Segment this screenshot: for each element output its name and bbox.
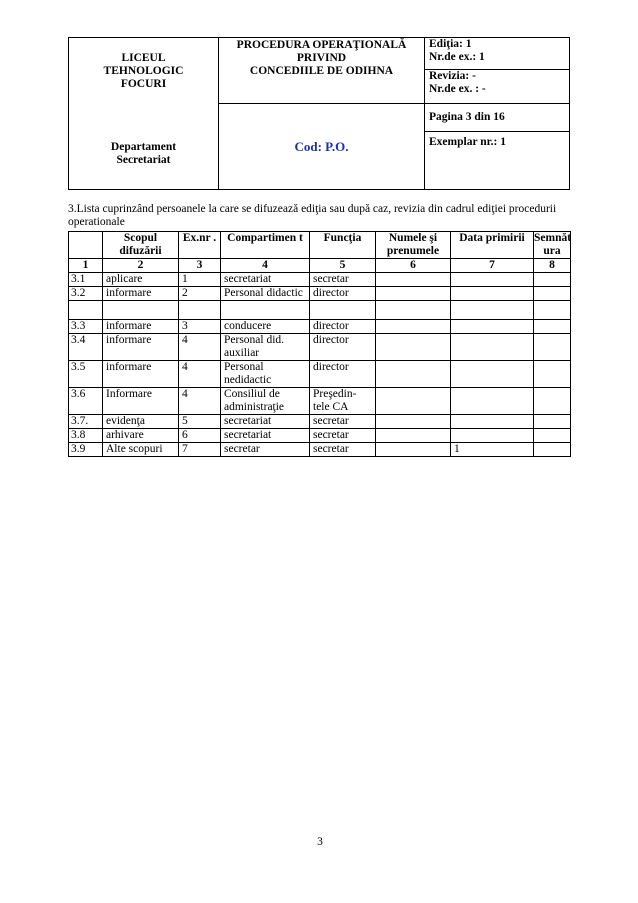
department-line: Secretariat bbox=[116, 154, 171, 166]
table-cell-scop: informare bbox=[103, 287, 179, 301]
table-cell-data bbox=[451, 320, 534, 334]
table-cell-func: director bbox=[310, 361, 376, 388]
table-cell-scop: Alte scopuri bbox=[103, 443, 179, 457]
table-cell-ex: 4 bbox=[179, 334, 221, 361]
table-cell-scop: informare bbox=[103, 361, 179, 388]
table-cell-semn bbox=[534, 287, 571, 301]
table-cell-nr bbox=[69, 301, 103, 320]
column-number: 5 bbox=[310, 259, 376, 273]
table-cell-ex: 1 bbox=[179, 273, 221, 287]
column-number: 7 bbox=[451, 259, 534, 273]
header-table bbox=[68, 37, 570, 190]
table-cell-data bbox=[451, 429, 534, 443]
table-cell-func: secretar bbox=[310, 415, 376, 429]
table-row bbox=[69, 273, 571, 287]
table-cell-data bbox=[451, 334, 534, 361]
table-cell-ex: 4 bbox=[179, 388, 221, 415]
column-header bbox=[69, 232, 103, 259]
revision-cell bbox=[425, 70, 570, 104]
table-cell-comp: secretariat bbox=[221, 415, 310, 429]
distribution-table bbox=[68, 231, 571, 457]
table-cell-semn bbox=[534, 320, 571, 334]
table-cell-nume bbox=[376, 301, 451, 320]
exemplar-cell bbox=[425, 132, 570, 190]
table-cell-nume bbox=[376, 334, 451, 361]
table-cell-nume bbox=[376, 320, 451, 334]
table-cell-ex bbox=[179, 301, 221, 320]
table-cell-semn bbox=[534, 388, 571, 415]
school-line: LICEUL bbox=[121, 52, 166, 64]
department-name bbox=[69, 141, 218, 167]
revision-label: Revizia: - bbox=[429, 70, 476, 82]
table-cell-nr: 3.2 bbox=[69, 287, 103, 301]
column-number: 1 bbox=[69, 259, 103, 273]
table-cell-func bbox=[310, 301, 376, 320]
page-label: Pagina 3 din 16 bbox=[429, 111, 505, 123]
table-cell-scop: informare bbox=[103, 334, 179, 361]
column-number: 3 bbox=[179, 259, 221, 273]
table-cell-scop: Informare bbox=[103, 388, 179, 415]
column-header: Numele şi prenumele bbox=[376, 232, 451, 259]
table-cell-func: director bbox=[310, 334, 376, 361]
table-cell-func: secretar bbox=[310, 443, 376, 457]
code-cell bbox=[219, 104, 425, 190]
table-row bbox=[69, 334, 571, 361]
table-cell-semn bbox=[534, 443, 571, 457]
school-name bbox=[69, 38, 218, 91]
table-cell-nr: 3.3 bbox=[69, 320, 103, 334]
table-cell-data bbox=[451, 361, 534, 388]
table-cell-semn bbox=[534, 334, 571, 361]
table-cell-data bbox=[451, 301, 534, 320]
table-cell-comp: conducere bbox=[221, 320, 310, 334]
table-cell-scop: evidenţa bbox=[103, 415, 179, 429]
table-cell-nr: 3.5 bbox=[69, 361, 103, 388]
table-cell-nr: 3.8 bbox=[69, 429, 103, 443]
column-header: Data primirii bbox=[451, 232, 534, 259]
table-cell-ex: 6 bbox=[179, 429, 221, 443]
table-cell-data bbox=[451, 415, 534, 429]
table-cell-semn bbox=[534, 361, 571, 388]
edition-label: Ediţia: 1 bbox=[429, 38, 472, 50]
table-cell-nr: 3.7. bbox=[69, 415, 103, 429]
table-cell-comp: Personal did. auxiliar bbox=[221, 334, 310, 361]
procedure-title-line: PRIVIND bbox=[296, 52, 347, 64]
column-header: Semnăt ura bbox=[534, 232, 572, 257]
table-header-row bbox=[69, 232, 571, 259]
table-cell-nume bbox=[376, 429, 451, 443]
column-header: Ex.nr . bbox=[179, 232, 221, 259]
table-cell-scop: aplicare bbox=[103, 273, 179, 287]
table-row bbox=[69, 415, 571, 429]
table-cell-nume bbox=[376, 443, 451, 457]
table-cell-data: 1 bbox=[451, 443, 534, 457]
procedure-code: Cod: P.O. bbox=[294, 139, 349, 154]
procedure-title-line: CONCEDIILE DE ODIHNA bbox=[249, 65, 394, 77]
page-cell bbox=[425, 104, 570, 132]
table-row bbox=[69, 429, 571, 443]
column-number: 6 bbox=[376, 259, 451, 273]
table-cell-nr: 3.4 bbox=[69, 334, 103, 361]
procedure-title bbox=[219, 38, 425, 104]
table-cell-semn bbox=[534, 415, 571, 429]
table-cell-nume bbox=[376, 415, 451, 429]
column-number: 2 bbox=[103, 259, 179, 273]
table-cell-ex: 5 bbox=[179, 415, 221, 429]
table-cell-comp bbox=[221, 301, 310, 320]
table-cell-comp: secretariat bbox=[221, 273, 310, 287]
table-cell-nume bbox=[376, 273, 451, 287]
column-header: Funcţia bbox=[310, 232, 376, 259]
table-cell-data bbox=[451, 388, 534, 415]
column-header: Compartimen t bbox=[221, 232, 310, 259]
table-cell-ex: 3 bbox=[179, 320, 221, 334]
table-row bbox=[69, 388, 571, 415]
table-cell-ex: 7 bbox=[179, 443, 221, 457]
column-number: 8 bbox=[534, 259, 571, 273]
exemplar-label: Exemplar nr.: 1 bbox=[429, 136, 506, 148]
table-cell-func: Preşedin- tele CA bbox=[310, 388, 376, 415]
table-cell-nr: 3.6 bbox=[69, 388, 103, 415]
table-row bbox=[69, 320, 571, 334]
table-cell-nr: 3.9 bbox=[69, 443, 103, 457]
edition-cell bbox=[425, 38, 570, 70]
table-cell-func: director bbox=[310, 287, 376, 301]
table-cell-comp: Consiliul de administraţie bbox=[221, 388, 310, 415]
table-cell-func: secretar bbox=[310, 273, 376, 287]
table-cell-nr: 3.1 bbox=[69, 273, 103, 287]
table-cell-scop: arhivare bbox=[103, 429, 179, 443]
table-cell-scop bbox=[103, 301, 179, 320]
school-line: TEHNOLOGIC bbox=[103, 65, 184, 77]
table-row bbox=[69, 443, 571, 457]
table-cell-scop: informare bbox=[103, 320, 179, 334]
table-cell-data bbox=[451, 287, 534, 301]
page-number: 3 bbox=[317, 836, 323, 848]
table-cell-semn bbox=[534, 429, 571, 443]
table-cell-comp: Personal didactic bbox=[221, 287, 310, 301]
school-cell bbox=[69, 38, 219, 190]
table-cell-ex: 2 bbox=[179, 287, 221, 301]
intro-text: 3.Lista cuprinzând persoanele la care se difuzează ediţia sau după caz, revizia din cadrul ediţiei procedurii operationale bbox=[68, 203, 557, 228]
table-row bbox=[69, 361, 571, 388]
table-cell-nume bbox=[376, 388, 451, 415]
department-line: Departament bbox=[110, 141, 177, 153]
procedure-title-line: PROCEDURA OPERAŢIONALĂ bbox=[236, 39, 407, 51]
table-cell-nume bbox=[376, 361, 451, 388]
table-cell-comp: Personal nedidactic bbox=[221, 361, 310, 388]
column-header: Scopul difuzării bbox=[103, 232, 179, 259]
table-cell-nume bbox=[376, 287, 451, 301]
table-cell-comp: secretariat bbox=[221, 429, 310, 443]
table-cell-semn bbox=[534, 301, 571, 320]
table-cell-data bbox=[451, 273, 534, 287]
table-cell-ex: 4 bbox=[179, 361, 221, 388]
column-number-row bbox=[69, 259, 571, 273]
table-row bbox=[69, 287, 571, 301]
table-cell-func: secretar bbox=[310, 429, 376, 443]
table-cell-comp: secretar bbox=[221, 443, 310, 457]
table-cell-func: director bbox=[310, 320, 376, 334]
copies-label: Nr.de ex.: 1 bbox=[429, 51, 485, 63]
school-line: FOCURI bbox=[120, 78, 167, 90]
revision-copies-label: Nr.de ex. : - bbox=[429, 83, 486, 95]
column-number: 4 bbox=[221, 259, 310, 273]
table-cell-semn bbox=[534, 273, 571, 287]
table-row bbox=[69, 301, 571, 320]
